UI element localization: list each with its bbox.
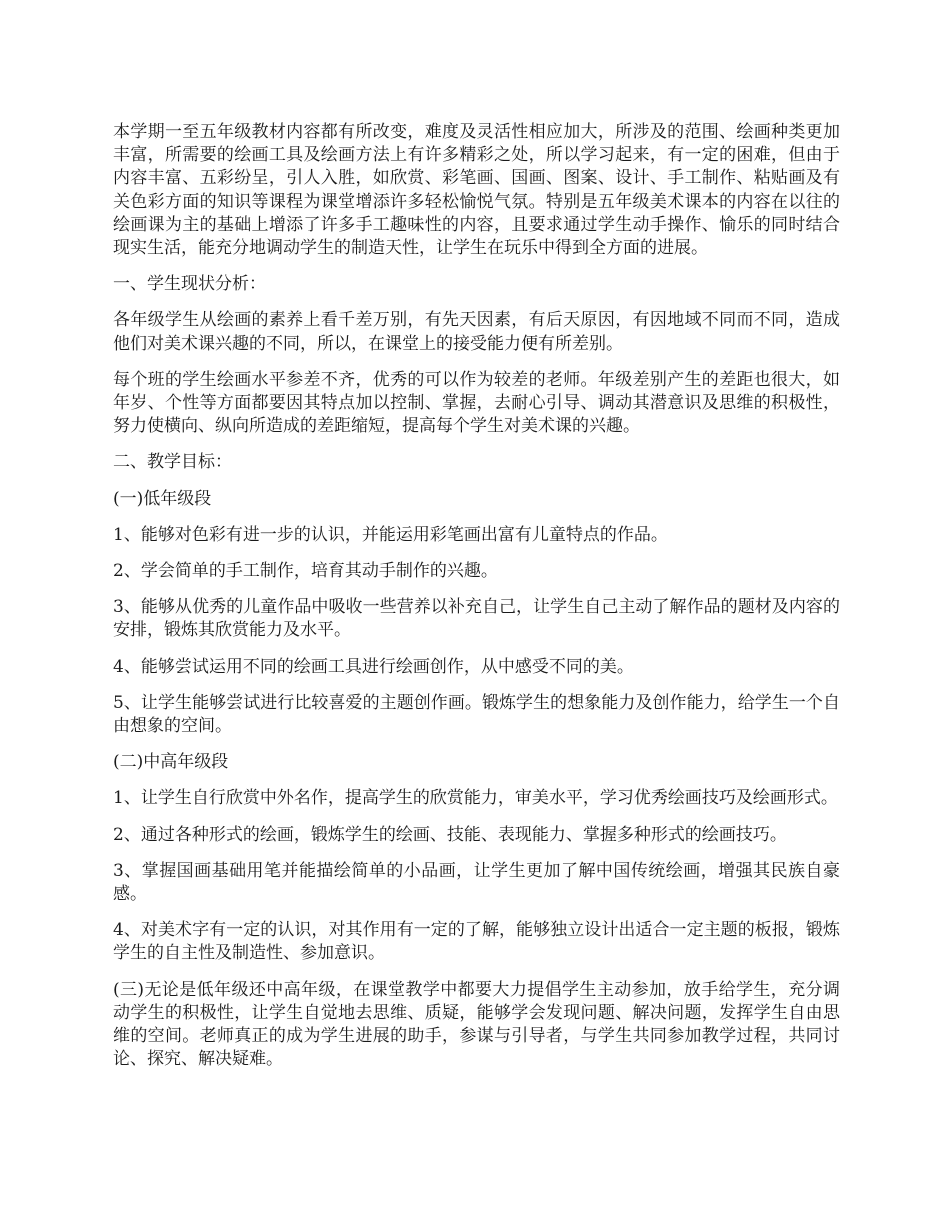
- paragraph: 各年级学生从绘画的素养上看千差万别，有先天因素，有后天原因，有因地域不同而不同，造成他们对美术课兴趣的不同，所以，在课堂上的接受能力便有所差别。: [113, 310, 840, 354]
- closing-paragraph: (三)无论是低年级还中高年级，在课堂教学中都要大力提倡学生主动参加，放手给学生，充分调动学生的积极性，让学生自觉地去思维、质疑，能够学会发现问题、解决问题，发挥学生自由思维的空间。老师真正的成为学生进展的助手，参谋与引导者，与学生共同参加教学过程，共同讨论、探究、解决疑难。: [113, 979, 840, 1070]
- list-item: 5、让学生能够尝试进行比较喜爱的主题创作画。锻炼学生的想象能力及创作能力，给学生一个自由想象的空间。: [113, 692, 840, 737]
- document-body: [113, 121, 840, 1085]
- paragraph: 每个班的学生绘画水平参差不齐，优秀的可以作为较差的老师。年级差别产生的差距也很大，如年岁、个性等方面都要因其特点加以控制、掌握，去耐心引导、调动其潜意识及思维的积极性，努力使横向、纵向所造成的差距缩短，提高每个学生对美术课的兴趣。: [113, 369, 840, 437]
- list-item: 4、能够尝试运用不同的绘画工具进行绘画创作，从中感受不同的美。: [113, 656, 634, 677]
- list-item: 1、让学生自行欣赏中外名作，提高学生的欣赏能力，审美水平，学习优秀绘画技巧及绘画形式。: [113, 788, 838, 809]
- intro-paragraph: 本学期一至五年级教材内容都有所改变，难度及灵活性相应加大，所涉及的范围、绘画种类更加丰富，所需要的绘画工具及绘画方法上有许多精彩之处，所以学习起来，有一定的困难，但由于内容丰富、五彩纷呈，引人入胜，如欣赏、彩笔画、国画、图案、设计、手工制作、粘贴画及有关色彩方面的知识等课程为课堂增添许多轻松愉悦气氛。特别是五年级美术课本的内容在以往的绘画课为主的基础上增添了许多手工趣味性的内容，且要求通过学生动手操作、愉乐的同时结合现实生活，能充分地调动学生的制造天性，让学生在玩乐中得到全方面的进展。: [113, 122, 840, 259]
- list-item: 1、能够对色彩有进一步的认识，并能运用彩笔画出富有儿童特点的作品。: [113, 524, 668, 545]
- subheading-middle-upper-grades: (二)中高年级段: [113, 752, 229, 773]
- list-item: 2、通过各种形式的绘画，锻炼学生的绘画、技能、表现能力、掌握多种形式的绘画技巧。: [113, 824, 787, 845]
- list-item: 3、能够从优秀的儿童作品中吸收一些营养以补充自己，让学生自己主动了解作品的题材及内容的安排，锻炼其欣赏能力及水平。: [113, 597, 840, 641]
- list-item: 3、掌握国画基础用笔并能描绘简单的小品画，让学生更加了解中国传统绘画，增强其民族自豪感。: [113, 860, 840, 905]
- list-item: 4、对美术字有一定的认识，对其作用有一定的了解，能够独立设计出适合一定主题的板报，锻炼学生的自主性及制造性、参加意识。: [113, 920, 840, 964]
- section-heading-teaching-goals: 二、教学目标：: [113, 452, 232, 473]
- subheading-lower-grades: (一)低年级段: [113, 488, 212, 509]
- list-item: 2、学会简单的手工制作，培育其动手制作的兴趣。: [113, 561, 498, 582]
- section-heading-student-analysis: 一、学生现状分析：: [113, 274, 266, 295]
